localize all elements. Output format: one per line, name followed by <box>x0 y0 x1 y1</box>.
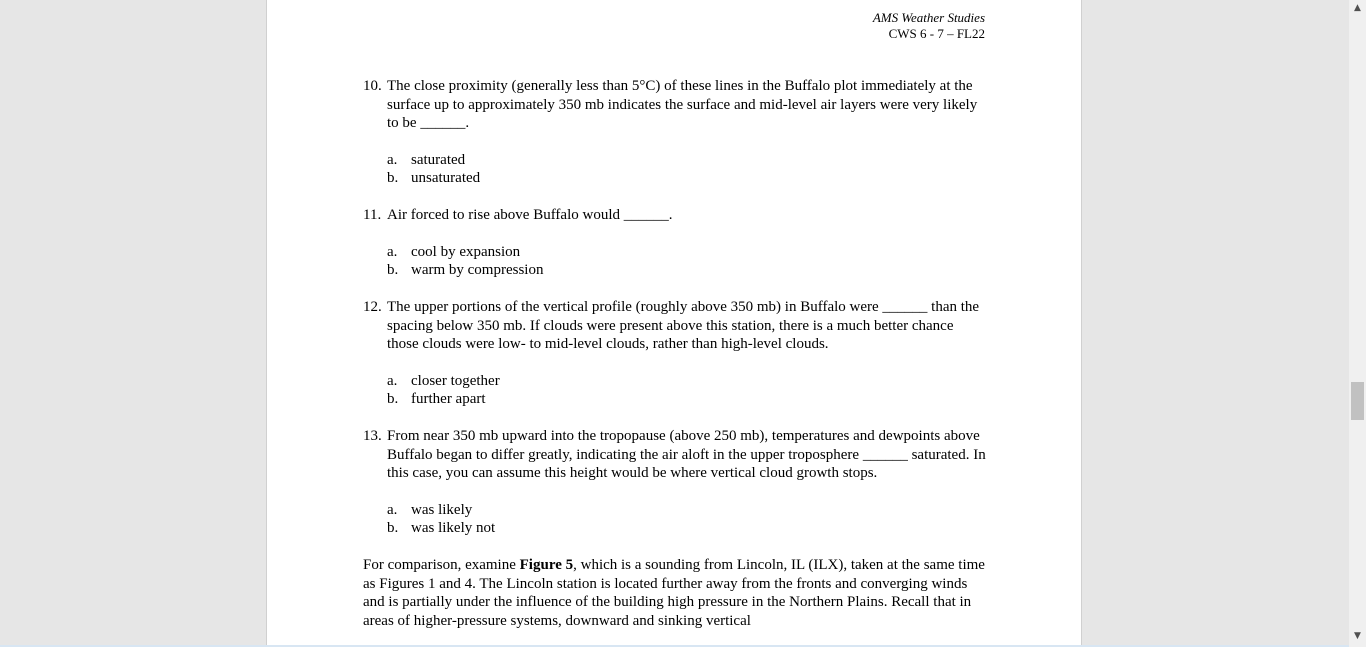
option-b <box>387 390 988 409</box>
option-letter: a. <box>387 151 398 168</box>
options-10 <box>363 151 988 188</box>
option-text: unsaturated <box>411 170 481 186</box>
options-11 <box>363 243 988 280</box>
option-a <box>387 243 988 262</box>
question-10 <box>363 77 988 133</box>
document-page <box>266 0 1082 647</box>
scroll-down-icon[interactable]: ▼ <box>1354 631 1361 641</box>
option-letter: b. <box>387 520 399 536</box>
option-text: closer together <box>411 372 500 389</box>
option-letter: b. <box>387 170 399 186</box>
question-12 <box>363 298 988 354</box>
option-text: cool by expansion <box>411 243 521 260</box>
option-text: saturated <box>411 151 466 168</box>
question-number: 10. <box>363 78 382 94</box>
question-text: The upper portions of the vertical profile (roughly above 350 mb) in Buffalo were ______ than the spacing below 350 mb. If clouds were present above this station, there is a much better chance those clouds were low- to mid-level clouds, rather than high-level clouds. <box>387 299 980 352</box>
option-letter: b. <box>387 391 399 407</box>
option-a <box>387 501 988 520</box>
option-a <box>387 151 988 170</box>
option-b <box>387 169 988 188</box>
option-text: was likely not <box>411 520 496 536</box>
scroll-up-icon[interactable]: ▲ <box>1354 3 1361 13</box>
question-text: The close proximity (generally less than 5°C) of these lines in the Buffalo plot immediately at the surface up to approximately 350 mb indicates the surface and mid-level air layers were very likely to be ______. <box>387 78 978 131</box>
figure-reference: Figure 5 <box>519 557 574 573</box>
option-a <box>387 372 988 391</box>
option-b <box>387 519 988 538</box>
vertical-scrollbar[interactable] <box>1349 0 1366 647</box>
option-text: warm by compression <box>411 262 544 278</box>
paragraph-text-start: For comparison, examine <box>363 557 520 573</box>
option-letter: a. <box>387 243 398 260</box>
option-b <box>387 261 988 280</box>
paragraph-text-rest: , which is a sounding from Lincoln, IL (ILX), taken at the same time as Figures 1 and 4. The Lincoln station is located further away from the fronts and converging winds and is partially under the influence of the building high pressure in the Northern Plains. Recall that in areas of higher-pressure systems, downward and sinking vertical <box>363 557 985 629</box>
question-13 <box>363 427 988 483</box>
question-number: 13. <box>363 428 382 444</box>
header-course-code: CWS 6 - 7 – FL22 <box>888 26 985 41</box>
option-text: further apart <box>411 391 486 407</box>
options-12 <box>363 372 988 409</box>
header-course-title: AMS Weather Studies <box>872 10 985 25</box>
question-text: Air forced to rise above Buffalo would ______. <box>387 207 673 223</box>
options-13 <box>363 501 988 538</box>
question-number: 12. <box>363 299 382 315</box>
option-letter: b. <box>387 262 399 278</box>
page-header <box>873 10 985 42</box>
option-letter: a. <box>387 372 398 389</box>
option-letter: a. <box>387 501 398 518</box>
option-text: was likely <box>411 501 473 518</box>
document-content <box>363 77 988 630</box>
scrollbar-thumb[interactable] <box>1351 382 1364 420</box>
question-text: From near 350 mb upward into the tropopause (above 250 mb), temperatures and dewpoints above Buffalo began to differ greatly, indicating the air aloft in the upper troposphere ______ saturated. In this case, you can assume this height would be where vertical cloud growth stops. <box>387 428 986 481</box>
question-11 <box>363 206 988 225</box>
comparison-paragraph <box>363 556 988 630</box>
question-number: 11. <box>363 207 382 223</box>
